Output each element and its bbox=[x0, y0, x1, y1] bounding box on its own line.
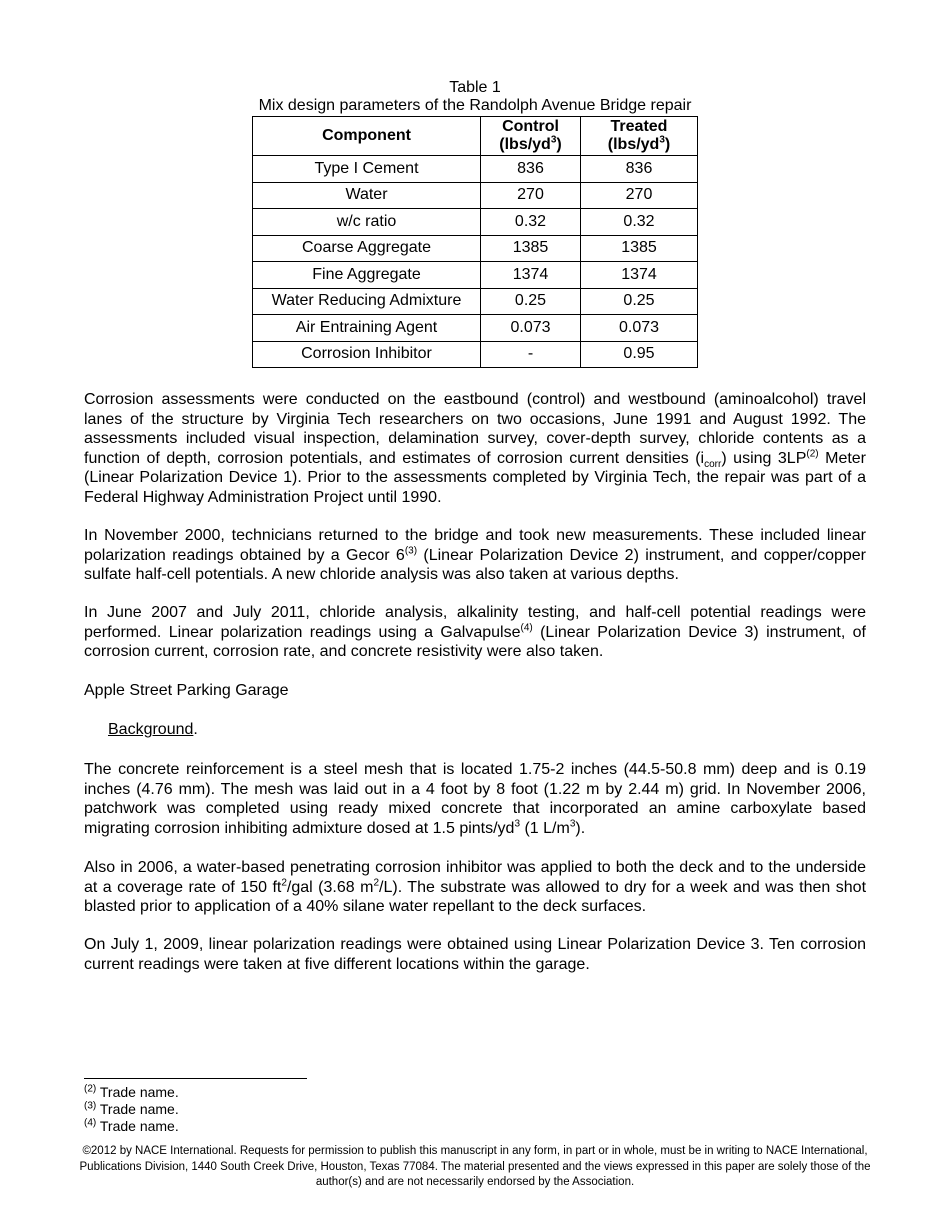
cell-component: Coarse Aggregate bbox=[253, 235, 481, 262]
cell-treated: 1374 bbox=[581, 262, 698, 289]
footnote-3: $^{(3)}$ Trade name. bbox=[84, 1100, 179, 1117]
paragraph-reinforcement: The concrete reinforcement is a steel mesh that is located 1.75-2 inches (44.5-50.8 mm) deep and is 0.19 inches (4.76 mm). The mesh was laid out in a 4 foot by 8 foot (1.22 m by 2.44 m) grid. In November 2006, patchwork was completed using ready mixed concrete that incorporated an amine carboxylate based migrating corrosion inhibiting admixture dosed at 1.5 pints/$yd^3$ (1 $L/m^3$). bbox=[84, 761, 866, 837]
header-treated: Treated $(lbs/yd^3)$ bbox=[581, 117, 698, 156]
cell-control: 836 bbox=[481, 156, 581, 183]
table-row bbox=[253, 315, 698, 342]
cell-component: Air Entraining Agent bbox=[253, 315, 481, 342]
paragraph-november-2000: In November 2000, technicians returned to the bridge and took new measurements. These included linear polarization readings obtained by a Gecor 6$^{(3)}$ (Linear Polarization Device 2) instrument, and copper/copper sulfate half-cell potentials. A new chloride analysis was also taken at various depths. bbox=[84, 527, 867, 583]
paragraph-2007-2011: In June 2007 and July 2011, chloride analysis, alkalinity testing, and half-cell potential readings were performed. Linear polarization readings using a Galvapulse$^{(4)}$ (Linear Polarization Device 3) instrument, of corrosion current, corrosion rate, and concrete resistivity were also taken. bbox=[84, 604, 866, 660]
table-row bbox=[253, 262, 698, 289]
cell-treated: 836 bbox=[581, 156, 698, 183]
table-number: Table 1 bbox=[449, 79, 501, 96]
copyright-line: Publications Division, 1440 South Creek Drive, Houston, Texas 77084. The material presented and the views expressed in this paper are solely those of the bbox=[79, 1160, 871, 1173]
table-row bbox=[253, 341, 698, 368]
cell-treated: 0.25 bbox=[581, 288, 698, 315]
cell-component: Water Reducing Admixture bbox=[253, 288, 481, 315]
paragraph-penetrating-inhibitor: Also in 2006, a water-based penetrating corrosion inhibitor was applied to both the deck and to the underside at a coverage rate of 150 $ft^2$/gal (3.68 $m^2/L$). The substrate was allowed to dry for a week and was then shot blasted prior to application of a 40% silane water repellant to the deck surfaces. bbox=[84, 859, 867, 915]
section-heading: Apple Street Parking Garage bbox=[84, 682, 289, 699]
cell-component: Corrosion Inhibitor bbox=[253, 341, 481, 368]
table-row bbox=[253, 209, 698, 236]
cell-component: Water bbox=[253, 182, 481, 209]
subheading-background: Background. bbox=[108, 721, 198, 738]
cell-treated: 0.073 bbox=[581, 315, 698, 342]
cell-control: 0.073 bbox=[481, 315, 581, 342]
table-header-row bbox=[253, 117, 698, 156]
cell-treated: 0.95 bbox=[581, 341, 698, 368]
cell-component: Type I Cement bbox=[253, 156, 481, 183]
mix-design-table bbox=[252, 116, 698, 368]
cell-control: 1374 bbox=[481, 262, 581, 289]
copyright-notice bbox=[40, 1144, 910, 1191]
cell-control: - bbox=[481, 341, 581, 368]
cell-control: 270 bbox=[481, 182, 581, 209]
table-row bbox=[253, 288, 698, 315]
cell-control: 0.25 bbox=[481, 288, 581, 315]
footnote-2: $^{(2)}$ Trade name. bbox=[84, 1083, 179, 1100]
cell-treated: 270 bbox=[581, 182, 698, 209]
header-component: Component bbox=[253, 117, 481, 156]
table-caption: Mix design parameters of the Randolph Avenue Bridge repair bbox=[258, 97, 692, 114]
table-row bbox=[253, 235, 698, 262]
footnote-4: $^{(4)}$ Trade name. bbox=[84, 1117, 179, 1134]
cell-treated: 0.32 bbox=[581, 209, 698, 236]
cell-component: Fine Aggregate bbox=[253, 262, 481, 289]
cell-treated: 1385 bbox=[581, 235, 698, 262]
paragraph-july-2009: On July 1, 2009, linear polarization readings were obtained using Linear Polarization Device 3. Ten corrosion current readings were taken at five different locations within the garage. bbox=[84, 936, 866, 973]
table-row bbox=[253, 156, 698, 183]
paragraph-bridge-assessments: Corrosion assessments were conducted on the eastbound (control) and westbound (aminoalcohol) travel lanes of the structure by Virginia Tech researchers on two occasions, June 1991 and August 1992. The assessments included visual inspection, delamination survey, cover-depth survey, chloride contents as a function of depth, corrosion potentials, and estimates of corrosion current densities $(i_{corr})$ using 3LP$^{(2)}$ Meter (Linear Polarization Device 1). Prior to the assessments completed by Virginia Tech, the repair was part of a Federal Highway Administration Project until 1990. bbox=[84, 391, 867, 506]
table-row bbox=[253, 182, 698, 209]
footnote-divider bbox=[84, 1078, 307, 1079]
cell-control: 0.32 bbox=[481, 209, 581, 236]
copyright-line: author(s) and are not necessarily endorsed by the Association. bbox=[315, 1176, 635, 1188]
cell-control: 1385 bbox=[481, 235, 581, 262]
cell-component: w/c ratio bbox=[253, 209, 481, 236]
header-control: Control $(lbs/yd^3)$ bbox=[481, 117, 581, 156]
copyright-line: ©2012 by NACE International. Requests for permission to publish this manuscript in any form, in part or in whole, must be in writing to NACE International, bbox=[82, 1145, 868, 1157]
